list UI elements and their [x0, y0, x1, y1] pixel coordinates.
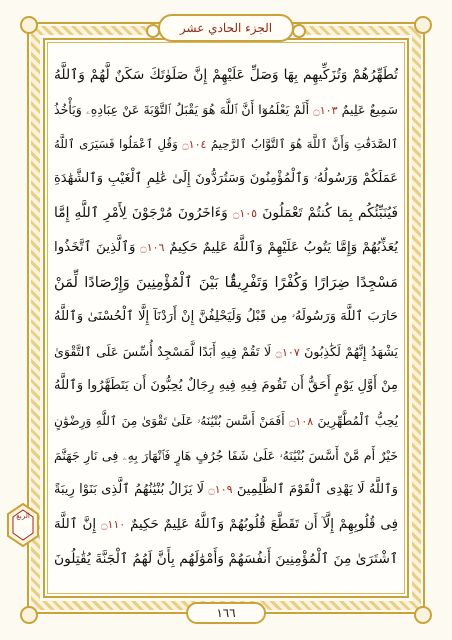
text-line	[54, 300, 398, 334]
corner-ornament-icon	[414, 606, 432, 624]
text-line	[54, 473, 398, 507]
ayah-text: سَمِيعٌ عَلِيمٌ	[341, 101, 398, 117]
ayah-text: ٱشْتَرَىٰ مِنَ ٱلْمُؤْمِنِينَ أَنفُسَهُمْ وَأَمْوَٰلَهُم بِأَنَّ لَهُمُ ٱلْجَنَّةَ يُقَٰتِلُونَ	[54, 551, 398, 568]
ayah-text: خَيْرٌ أَم مَّنْ أَسَّسَ بُنْيَٰنَهُۥ عَلَىٰ شَفَا جُرُفٍ هَارٍ فَٱنْهَارَ بِهِۦ فِى نَارِ جَهَنَّمَ	[54, 447, 398, 463]
text-line	[54, 369, 398, 403]
ayah-number-value: ١٠٩	[214, 483, 233, 497]
juz-header	[158, 14, 294, 42]
text-line	[54, 404, 398, 438]
text-line	[54, 58, 398, 92]
juz-title: الجزء الحادي عشر	[179, 21, 273, 35]
text-line	[54, 196, 398, 230]
ayah-text: لَا تَقُمْ فِيهِ أَبَدًا لَّمَسْجِدٌ أُسِّسَ عَلَى ٱلتَّقْوَىٰ	[54, 343, 272, 359]
ayah-text: لَا يَزَالُ بُنْيَٰنُهُمُ ٱلَّذِى بَنَوْا رِيبَةً	[54, 482, 205, 498]
page-number: ١٦٦	[216, 606, 236, 620]
text-line	[54, 508, 398, 542]
ayah-number-value: ١٠٧	[282, 345, 300, 359]
ayah-number: ۝١٠٥	[232, 207, 258, 221]
text-line	[54, 266, 398, 300]
ayah-text: وَٱلَّذِينَ ٱتَّخَذُوا	[54, 240, 136, 255]
ayah-text: يُعَذِّبُهُمْ وَإِمَّا يَتُوبُ عَلَيْهِمْ وَٱللَّهُ عَلِيمٌ حَكِيمٌ	[169, 240, 398, 255]
ayah-number: ۝١١٠	[101, 517, 126, 531]
ayah-text: وَٱللَّهُ لَا يَهْدِى ٱلْقَوْمَ ٱلظَّٰلِمِينَ	[236, 482, 398, 498]
text-line	[54, 162, 398, 196]
text-line	[54, 93, 398, 127]
ayah-text: ٱلصَّدَقَٰتِ وَأَنَّ ٱللَّهَ هُوَ ٱلتَّوَّابُ ٱلرَّحِيمُ	[210, 137, 398, 152]
ayah-text: مَسْجِدًا ضِرَارًا وَكُفْرًا وَتَفْرِيقًۢا بَيْنَ ٱلْمُؤْمِنِينَ وَإِرْصَادًا لِّمَنْ	[54, 273, 398, 291]
text-line	[54, 335, 398, 369]
corner-ornament-icon	[20, 606, 38, 624]
ayah-text: إِنَّ ٱللَّهَ	[54, 516, 97, 532]
text-line	[54, 542, 398, 576]
ayah-number-value: ١٠٦	[146, 241, 165, 254]
text-line	[54, 439, 398, 473]
ayah-text: تُطَهِّرُهُمْ وَتُزَكِّيهِم بِهَا وَصَلِّ عَلَيْهِمْ إِنَّ صَلَوٰتَكَ سَكَنٌ لَّهُمْ وَٱللَّهُ	[54, 67, 398, 83]
ayah-number-value: ١٠٤	[188, 138, 207, 152]
ayah-number-value: ١٠٣	[319, 103, 338, 117]
corner-ornament-icon	[414, 16, 432, 34]
ayah-number: ۝١٠٩	[208, 483, 233, 497]
ayah-text: مِنْ أَوَّلِ يَوْمٍ أَحَقُّ أَن تَقُومَ فِيهِ فِيهِ رِجَالٌ يُحِبُّونَ أَن يَتَطَهَّرُوا وَٱللَّهُ	[54, 378, 398, 394]
text-line	[54, 231, 398, 265]
ayah-number: ۝١٠٧	[275, 345, 300, 359]
ayah-number: ۝١٠٤	[182, 138, 207, 152]
ayah-text: فِى قُلُوبِهِمْ إِلَّآ أَن تَقَطَّعَ قُلُوبُهُمْ وَٱللَّهُ عَلِيمٌ حَكِيمٌ	[130, 516, 398, 532]
rub-marker-icon	[4, 502, 42, 548]
ayah-text: وَءَاخَرُونَ مُرْجَوْنَ لِأَمْرِ ٱللَّهِ إِمَّا	[54, 205, 228, 222]
quran-text-area	[54, 58, 398, 580]
ayah-text: يَشْهَدُ إِنَّهُمْ لَكَٰذِبُونَ	[304, 343, 398, 359]
ayah-number-value: ١٠٥	[239, 207, 258, 221]
rub-marker-label: الربع	[16, 512, 30, 520]
ayah-text: أَلَمْ يَعْلَمُوٓا أَنَّ ٱللَّهَ هُوَ يَقْبَلُ ٱلتَّوْبَةَ عَنْ عِبَادِهِۦ وَيَأْخُذُ	[54, 101, 310, 117]
ayah-number: ۝١٠٣	[313, 103, 338, 117]
ayah-text: فَيُنَبِّئُكُم بِمَا كُنتُمْ تَعْمَلُونَ	[262, 205, 398, 222]
page-number-box	[186, 602, 266, 624]
ayah-number-value: ١٠٨	[295, 415, 314, 428]
ayah-number: ۝١٠٨	[288, 415, 314, 428]
ayah-text: وَقُلِ ٱعْمَلُوا فَسَيَرَى ٱللَّهُ	[54, 137, 178, 152]
ayah-text: عَمَلَكُمْ وَرَسُولُهُۥ وَٱلْمُؤْمِنُونَ وَسَتُرَدُّونَ إِلَىٰ عَٰلِمِ ٱلْغَيْبِ وَٱلشَّهَٰدَةِ	[54, 170, 398, 186]
ayah-number: ۝١٠٦	[140, 241, 165, 254]
ayah-text: يُحِبُّ ٱلْمُطَّهِّرِينَ	[317, 414, 398, 428]
ayah-number-value: ١١٠	[107, 517, 126, 531]
corner-ornament-icon	[20, 16, 38, 34]
ayah-text: أَفَمَنْ أَسَّسَ بُنْيَٰنَهُۥ عَلَىٰ تَقْوَىٰ مِنَ ٱللَّهِ وَرِضْوَٰنٍ	[54, 414, 285, 428]
ayah-text: حَارَبَ ٱللَّهَ وَرَسُولَهُۥ مِن قَبْلُ وَلَيَحْلِفُنَّ إِنْ أَرَدْنَآ إِلَّا ٱلْحُسْنَىٰ وَٱللَّهُ	[54, 309, 398, 325]
text-line	[54, 127, 398, 161]
